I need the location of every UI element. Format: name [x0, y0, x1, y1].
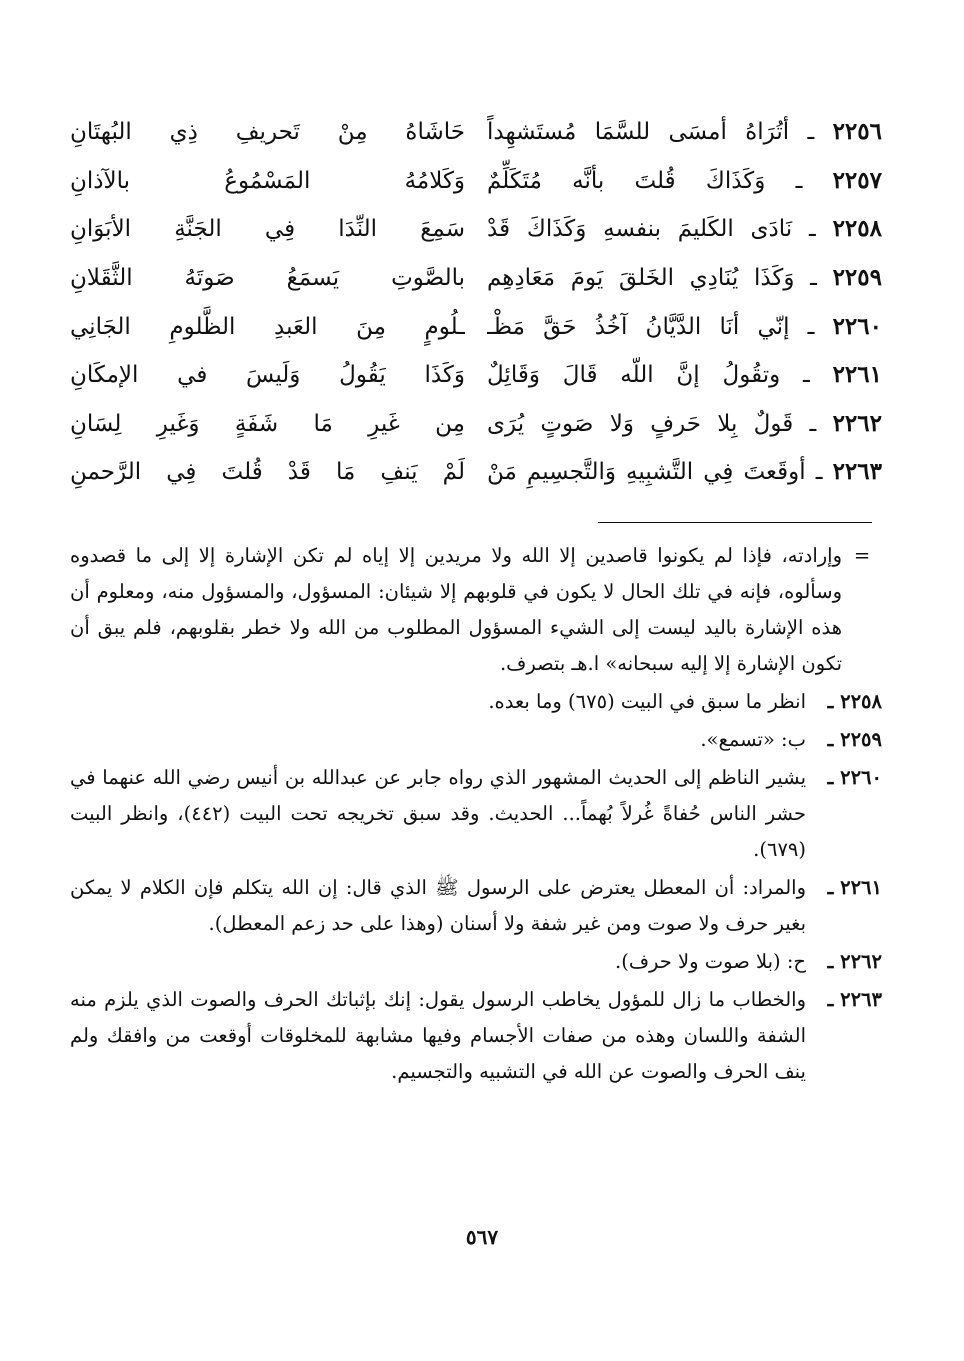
verse-row: [70, 351, 882, 400]
second-hemistich: ـلُومٍ مِنَ العَبدِ الظَّلومِ الجَانِي: [70, 313, 465, 340]
verse-number: ٢٢٦٣: [832, 458, 882, 486]
first-hemistich-text: وتقُولُ إنَّ اللّه قَالَ وَقَائِلٌ: [487, 362, 781, 389]
second-hemistich: وَكَلامُهُ المَسْمُوعُ بالآذانِ: [70, 167, 465, 194]
footnote-number: ٢٢٥٩ ـ: [827, 728, 882, 751]
footnote-text: والمراد: أن المعطل يعترض على الرسول ﷺ الذي قال: إن الله يتكلم فإن الكلام لا يمكن بغير حرف ولا صوت ومن غير شفة ولا أسنان (وهذا على حد زعم المعطل).: [70, 876, 806, 935]
verse-number: ٢٢٥٧: [832, 166, 882, 194]
second-hemistich: سَمِعَ النِّدَا فِي الجَنَّةِ الأبَوَانِ: [70, 216, 465, 243]
footnotes: [70, 538, 882, 1090]
continuation-marker: =: [853, 544, 871, 567]
footnote: [70, 722, 882, 758]
second-hemistich: مِن غَيرِ مَا شَفَةٍ وَغَيرِ لِسَانِ: [70, 410, 465, 437]
footnote-number: ٢٢٦٢ ـ: [827, 950, 882, 973]
poem-block: [70, 108, 882, 497]
footnote-continuation: [70, 538, 882, 682]
verse-number: ٢٢٥٩: [832, 264, 882, 292]
second-hemistich: حَاشَاهُ مِنْ تَحريفِ ذِي البُهتَانِ: [70, 119, 465, 146]
first-hemistich-text: أوقَعتَ فِي التَّشبِيهِ وَالتَّجسِيمِ مَنْ: [487, 459, 806, 486]
footnote: [70, 870, 882, 942]
first-hemistich: ٢٢٦١ ـ وتقُولُ إنَّ اللّه قَالَ وَقَائِلٌ: [487, 361, 882, 389]
footnote-text: انظر ما سبق في البيت (٦٧٥) وما بعده.: [488, 690, 806, 713]
first-hemistich-text: قَولٌ بِلا حَرفٍ وَلا صَوتٍ يُرَى: [487, 410, 794, 437]
verse-number: ٢٢٦٠: [832, 312, 882, 340]
verse-number: ٢٢٥٨: [832, 215, 882, 243]
first-hemistich: ٢٢٥٨ ـ نَادَى الكَليمَ بنفسهِ وَكَذَاكَ قَدْ: [487, 215, 882, 243]
footnote-text: والخطاب ما زال للمؤول يخاطب الرسول يقول: إنك بإثباتك الحرف والصوت الذي يلزم منه الشفة واللسان وهذه من صفات الأجسام وفيها مشابهة للمخلوقات أوقعت من وافقك ولم ينف الحرف والصوت عن الله في التشبيه والتجسيم.: [70, 988, 806, 1083]
verse-number: ٢٢٥٦: [832, 118, 882, 146]
first-hemistich: ٢٢٥٧ ـ وَكَذَاكَ قُلتَ بأنَّه مُتَكَلِّمٌ: [487, 166, 882, 194]
verse-row: [70, 302, 882, 351]
footnote-number: ٢٢٦٠ ـ: [827, 766, 882, 789]
second-hemistich: بالصَّوتِ يَسمَعُ صَوتَهُ الثَّقَلانِ: [70, 265, 465, 292]
page-number: ٥٦٧: [465, 1225, 499, 1249]
footnote-text: يشير الناظم إلى الحديث المشهور الذي رواه جابر عن عبدالله بن أنيس رضي الله عنهما في حشر الناس حُفاةً غُرلاً بُهماً... الحديث. وقد سبق تخريجه تحت البيت (٤٤٢)، وانظر البيت (٦٧٩).: [70, 766, 807, 861]
footnote: [70, 982, 882, 1090]
first-hemistich: ٢٢٥٦ ـ أتُرَاهُ أمسَى للسَّمَا مُستَشهِداً: [487, 118, 882, 146]
first-hemistich: ٢٢٦٣ ـ أوقَعتَ فِي التَّشبِيهِ وَالتَّجسِيمِ مَنْ: [487, 458, 882, 486]
first-hemistich: ٢٢٦٠ ـ إنّي أنَا الدَّيَّانُ آخُذُ حَقَّ مَظْـ: [487, 312, 882, 340]
footnote: [70, 684, 882, 720]
verse-row: [70, 205, 882, 254]
footnote-text: ح: (بلا صوت ولا حرف).: [615, 950, 806, 973]
first-hemistich-text: إنّي أنَا الدَّيَّانُ آخُذُ حَقَّ مَظْـ: [487, 313, 790, 340]
first-hemistich-text: وَكَذَاكَ قُلتَ بأنَّه مُتَكَلِّمٌ: [487, 167, 766, 194]
second-hemistich: وَكَذَا يَقُولُ وَلَيسَ في الإمكَانِ: [70, 362, 465, 389]
footnote-number: ٢٢٥٨ ـ: [827, 690, 882, 713]
footnote-number: ٢٢٦٣ ـ: [827, 988, 882, 1011]
footnote-text: وإرادته، فإذا لم يكونوا قاصدين إلا الله ولا مريدين إلا إياه لم تكن الإشارة إلا إلى ما قصدوه وسألوه، فإنه في تلك الحال لا يكون في قلوبهم إلا شيئان: المسؤول، والمسؤول منه، ومعلوم أن هذه الإشارة باليد ليست إلى الشيء المسؤول المطلوب من الله ولا خطر بقلوبهم، فلم يبق أن تكون الإشارة إلا إليه سبحانه» ا.هـ بتصرف.: [70, 544, 842, 675]
verse-row: [70, 157, 882, 206]
first-hemistich-text: أتُرَاهُ أمسَى للسَّمَا مُستَشهِداً: [487, 119, 790, 146]
verse-row: [70, 400, 882, 449]
footnote-number: ٢٢٦١ ـ: [827, 876, 882, 899]
verse-number: ٢٢٦١: [832, 361, 882, 389]
second-hemistich: لَمْ يَنفِ مَا قَدْ قُلتَ فِي الرَّحمنِ: [70, 459, 465, 486]
first-hemistich: ٢٢٦٢ ـ قَولٌ بِلا حَرفٍ وَلا صَوتٍ يُرَى: [487, 409, 882, 437]
verse-row: [70, 108, 882, 157]
footnote-text: ب: «تسمع».: [700, 728, 806, 751]
verse-number: ٢٢٦٢: [832, 409, 882, 437]
first-hemistich: ٢٢٥٩ ـ وَكَذَا يُنَادِي الخَلقَ يَومَ مَعَادِهِم: [487, 264, 882, 292]
footnote-separator: [598, 522, 872, 523]
first-hemistich-text: وَكَذَا يُنَادِي الخَلقَ يَومَ مَعَادِهِم: [487, 265, 795, 292]
verse-row: [70, 254, 882, 303]
footnote: [70, 944, 882, 980]
verse-row: [70, 448, 882, 497]
first-hemistich-text: نَادَى الكَليمَ بنفسهِ وَكَذَاكَ قَدْ: [487, 216, 793, 243]
footnote: [70, 760, 882, 868]
